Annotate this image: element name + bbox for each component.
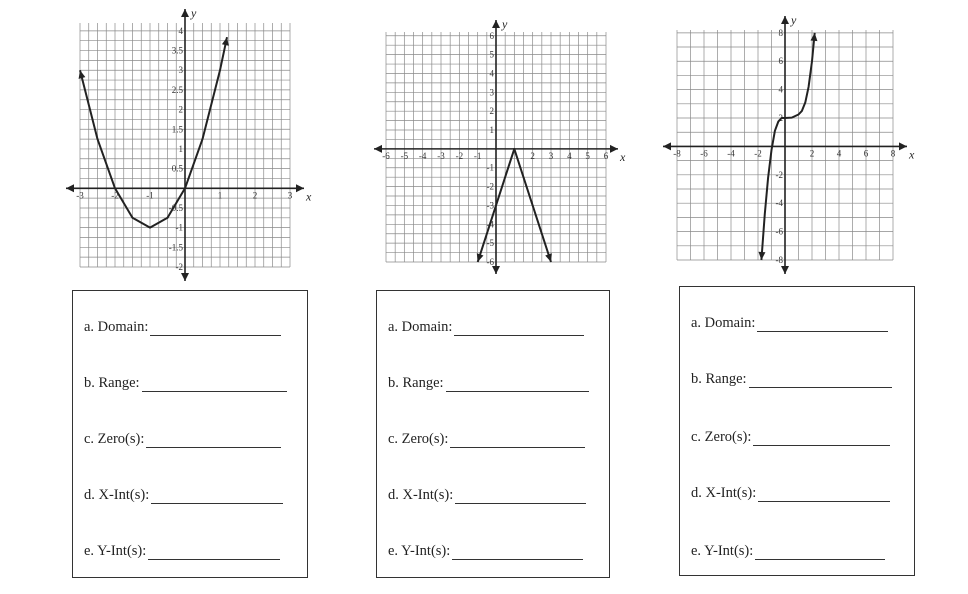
y-tick-label: -0.5 (168, 202, 183, 213)
y-tick-label: 5 (489, 49, 494, 60)
xint-blank[interactable] (455, 489, 586, 504)
y-tick-label: -4 (486, 219, 494, 230)
axis-arrowhead (181, 273, 189, 281)
range-row (388, 375, 589, 392)
y-axis-label: y (502, 17, 508, 31)
xint-blank[interactable] (758, 487, 890, 502)
y-tick-label: 1 (489, 125, 494, 136)
y-tick-label: 3 (489, 87, 494, 98)
axis-arrowhead (296, 184, 304, 192)
x-tick-label: -3 (76, 190, 84, 201)
xint-row (388, 487, 586, 504)
x-tick-label: -4 (727, 148, 735, 159)
question-box-2 (376, 290, 610, 578)
x-tick-label: 3 (287, 190, 293, 201)
axis-arrowhead (492, 266, 500, 274)
range-blank[interactable] (446, 377, 589, 392)
y-tick-label: -1.5 (168, 242, 183, 253)
y-tick-label: 2 (489, 106, 494, 117)
yint-blank[interactable] (148, 545, 280, 560)
x-tick-label: -6 (700, 148, 708, 159)
y-tick-label: 8 (778, 27, 783, 38)
graph-1 (55, 6, 325, 288)
x-axis-label: x (909, 147, 915, 162)
range-blank[interactable] (142, 377, 287, 392)
x-tick-label: 2 (530, 150, 535, 161)
x-tick-label: -2 (111, 190, 119, 201)
yint-label: e. Y-Int(s): (388, 543, 451, 559)
xint-row (84, 487, 283, 504)
y-tick-label: 4 (778, 84, 783, 95)
domain-label: a. Domain: (691, 315, 756, 331)
xint-label: d. X-Int(s): (691, 485, 757, 501)
axis-arrowhead (66, 184, 74, 192)
domain-blank[interactable] (757, 317, 888, 332)
y-tick-label: -3 (486, 200, 494, 211)
axis-arrowhead (610, 145, 618, 153)
y-tick-label: 2 (178, 104, 183, 115)
zeros-label: c. Zero(s): (388, 431, 449, 447)
graph-3 (655, 14, 925, 284)
zeros-blank[interactable] (450, 433, 585, 448)
y-tick-label: -6 (486, 257, 494, 267)
x-tick-label: 2 (809, 148, 815, 159)
domain-label: a. Domain: (84, 319, 149, 335)
range-row (84, 375, 287, 392)
y-axis-label: y (191, 6, 197, 20)
y-tick-label: 1 (178, 143, 183, 154)
graph-2 (360, 17, 630, 290)
x-tick-label: -1 (146, 190, 154, 201)
xint-label: d. X-Int(s): (84, 487, 150, 503)
axis-arrowhead (781, 16, 789, 24)
yint-row (84, 543, 280, 560)
x-axis-label: x (620, 149, 626, 164)
y-tick-label: 3.5 (171, 45, 183, 56)
x-tick-label: -4 (418, 150, 427, 161)
y-tick-label: 4 (178, 25, 183, 36)
range-row (691, 371, 892, 388)
zeros-blank[interactable] (753, 431, 890, 446)
axis-arrowhead (374, 145, 382, 153)
range-label: b. Range: (84, 375, 140, 391)
domain-row (388, 319, 584, 336)
domain-blank[interactable] (150, 321, 281, 336)
x-tick-label: 6 (603, 150, 609, 161)
yint-label: e. Y-Int(s): (84, 543, 147, 559)
x-tick-label: 2 (252, 190, 258, 201)
axis-arrowhead (492, 20, 500, 28)
domain-row (84, 319, 281, 336)
y-tick-label: -2 (175, 262, 183, 272)
y-tick-label: -4 (775, 198, 783, 209)
yint-blank[interactable] (452, 545, 583, 560)
zeros-row (691, 429, 890, 446)
question-box-1 (72, 290, 308, 578)
zeros-label: c. Zero(s): (691, 429, 752, 445)
zeros-blank[interactable] (146, 433, 281, 448)
y-tick-label: -6 (775, 226, 783, 237)
curve-arrowhead (545, 253, 552, 262)
xint-blank[interactable] (151, 489, 283, 504)
axis-arrowhead (899, 142, 907, 150)
y-tick-label: -2 (486, 181, 494, 192)
xint-row (691, 485, 890, 502)
axis-arrowhead (663, 142, 671, 150)
graph-3-plot (655, 14, 925, 284)
x-tick-label: 1 (217, 190, 223, 201)
zeros-row (388, 431, 585, 448)
y-tick-label: -8 (775, 255, 783, 265)
y-tick-label: 6 (778, 56, 783, 67)
graph-2-plot (360, 17, 630, 290)
x-tick-label: 6 (863, 148, 869, 159)
yint-label: e. Y-Int(s): (691, 543, 754, 559)
x-axis-label: x (306, 189, 312, 204)
y-tick-label: -1 (486, 162, 494, 173)
y-tick-label: -1 (175, 222, 183, 233)
x-tick-label: -8 (673, 148, 681, 159)
y-tick-label: 6 (489, 30, 494, 41)
domain-label: a. Domain: (388, 319, 453, 335)
range-label: b. Range: (691, 371, 747, 387)
range-blank[interactable] (749, 373, 892, 388)
zeros-label: c. Zero(s): (84, 431, 145, 447)
x-tick-label: -3 (437, 150, 445, 161)
y-tick-label: -5 (486, 238, 494, 249)
y-tick-label: 4 (489, 68, 494, 79)
x-tick-label: -2 (754, 148, 762, 159)
x-tick-label: 8 (890, 148, 896, 159)
curve-arrowhead (758, 252, 765, 260)
domain-row (691, 315, 888, 332)
y-tick-label: -2 (775, 169, 783, 180)
x-tick-label: 3 (548, 150, 554, 161)
x-tick-label: 4 (567, 150, 572, 161)
y-tick-label: 2.5 (171, 84, 183, 95)
x-tick-label: 4 (836, 148, 842, 159)
yint-row (388, 543, 583, 560)
x-tick-label: -1 (473, 150, 482, 161)
question-box-3 (679, 286, 915, 576)
domain-blank[interactable] (454, 321, 584, 336)
x-tick-label: -6 (382, 150, 390, 161)
curve-arrowhead (477, 253, 484, 262)
zeros-row (84, 431, 281, 448)
xint-label: d. X-Int(s): (388, 487, 454, 503)
x-tick-label: 5 (585, 150, 590, 161)
graph-1-plot (55, 6, 325, 288)
x-tick-label: -5 (400, 150, 409, 161)
range-label: b. Range: (388, 375, 444, 391)
yint-row (691, 543, 885, 560)
axis-arrowhead (781, 266, 789, 274)
y-tick-label: 1.5 (171, 124, 183, 135)
yint-blank[interactable] (755, 545, 885, 560)
x-tick-label: -2 (455, 150, 464, 161)
y-tick-label: 3 (178, 65, 183, 76)
y-tick-label: 2 (778, 113, 783, 124)
y-axis-label: y (791, 13, 797, 27)
axis-arrowhead (181, 9, 189, 17)
y-tick-label: 0.5 (171, 163, 183, 174)
